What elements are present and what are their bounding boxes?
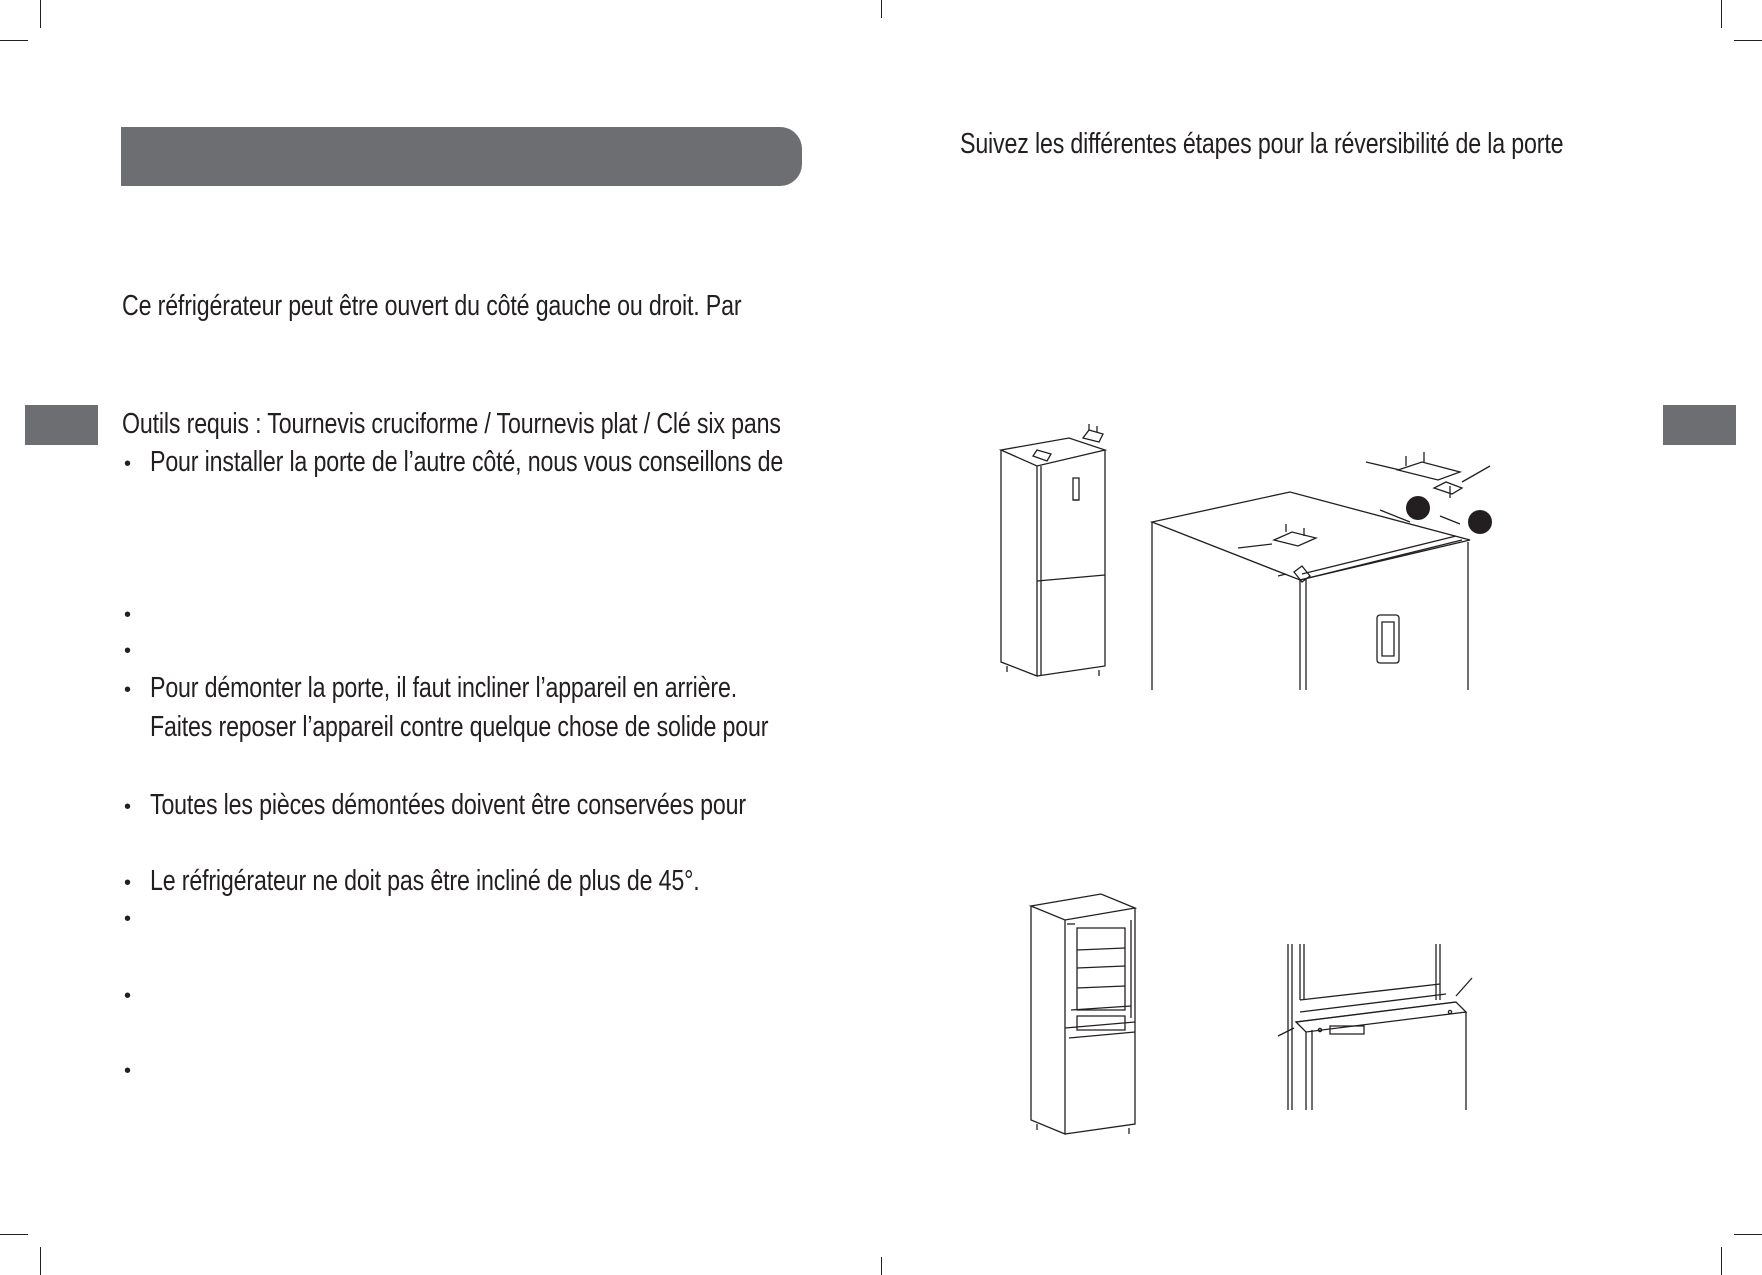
bullet-door-removal-continued: Faites reposer l’appareil contre quelque chose de solide pour: [150, 711, 769, 743]
bullet-keep-parts: Toutes les pièces démontées doivent être conservées pour: [150, 789, 746, 821]
crop-mark: [1734, 1234, 1762, 1235]
bullet-tilt-limit: Le réfrigérateur ne doit pas être incliné de plus de 45°.: [150, 865, 700, 897]
crop-mark: [0, 40, 28, 41]
bullet-marker: •: [124, 985, 132, 1007]
callout-marker-2: [1468, 510, 1492, 534]
bullet-door-removal: Pour démonter la porte, il faut incliner l’appareil en arrière.: [150, 672, 737, 704]
callout-marker-1: [1406, 496, 1430, 520]
bullet-marker: •: [124, 453, 132, 475]
bullet-marker: •: [124, 604, 132, 626]
crop-mark: [40, 0, 41, 28]
crop-mark: [881, 0, 882, 18]
figure-2-hinge-detail: [1270, 940, 1500, 1110]
crop-mark: [1721, 0, 1722, 28]
bullet-marker: •: [124, 1060, 132, 1082]
bullet-install-door: Pour installer la porte de l’autre côté, nous vous conseillons de: [150, 446, 784, 478]
intro-text: Ce réfrigérateur peut être ouvert du côté gauche ou droit. Par: [122, 290, 742, 322]
figure-2-fridge-open: [1025, 888, 1145, 1138]
crop-mark: [1734, 40, 1762, 41]
bullet-marker: •: [124, 679, 132, 701]
crop-mark: [40, 1247, 41, 1275]
left-side-tab: [25, 405, 98, 445]
figure-1-hinge-detail: [1150, 440, 1490, 690]
bullet-marker: •: [124, 796, 132, 818]
figure-1-fridge-overview: [995, 430, 1115, 680]
section-header-bar: [121, 127, 802, 186]
crop-mark: [1721, 1247, 1722, 1275]
bullet-marker: •: [124, 872, 132, 894]
crop-mark: [881, 1257, 882, 1275]
right-page-heading: Suivez les différentes étapes pour la réversibilité de la porte: [960, 128, 1564, 160]
bullet-marker: •: [124, 908, 132, 930]
tools-required: Outils requis : Tournevis cruciforme / Tournevis plat / Clé six pans: [122, 408, 781, 440]
bullet-marker: •: [124, 640, 132, 662]
crop-mark: [0, 1234, 28, 1235]
right-side-tab: [1663, 405, 1736, 445]
